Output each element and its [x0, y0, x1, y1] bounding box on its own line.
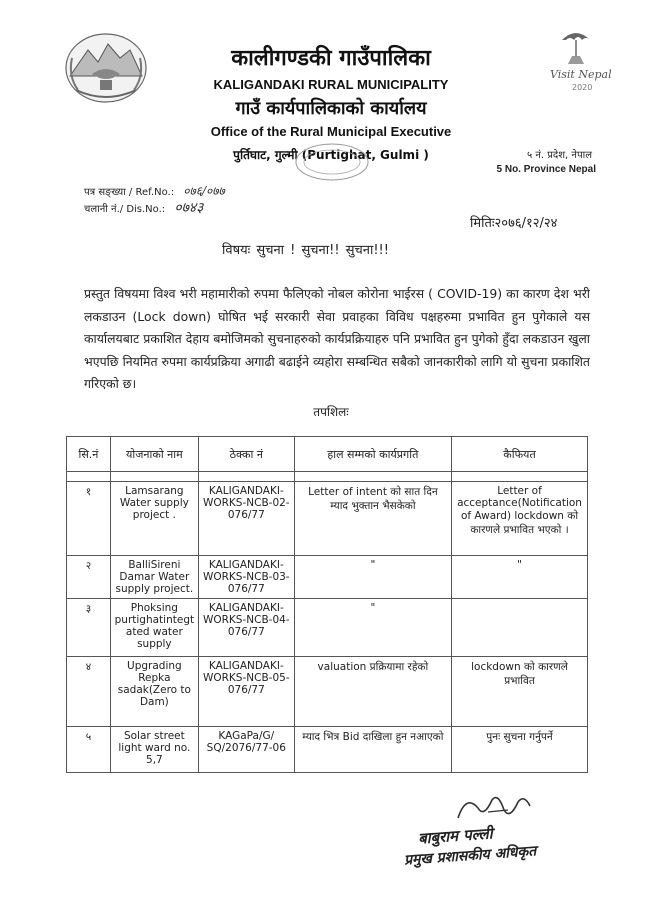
row-sn: २	[67, 556, 111, 599]
col-header-contract-no: ठेक्का नं	[198, 437, 294, 472]
row-sn: ४	[67, 657, 111, 727]
row-contract-no: KALIGANDAKI-WORKS-NCB-02-076/77	[198, 482, 294, 556]
row-contract-no: KALIGANDAKI-WORKS-NCB-03-076/77	[198, 556, 294, 599]
ref-number-row	[84, 182, 225, 199]
table-row	[67, 482, 588, 556]
row-progress: Letter of intent को सात दिन म्याद भुक्तान भैसकेको	[294, 482, 451, 556]
table-header-row	[67, 437, 588, 472]
project-status-table	[66, 436, 588, 773]
table-row	[67, 599, 588, 657]
table-row	[67, 657, 588, 727]
dispatch-number-label: चलानी नं./ Dis.No.:	[84, 204, 166, 215]
row-remarks: Letter of acceptance(Notification of Award) lockdown को कारणले प्रभावित भएको ।	[452, 482, 588, 556]
municipality-title-np: कालीगण्डकी गाउँपालिका	[231, 46, 431, 71]
row-sn: ३	[67, 599, 111, 657]
province-en: 5 No. Province Nepal	[496, 164, 596, 175]
row-contract-no: KAGaPa/G/ SQ/2076/77-06	[198, 727, 294, 773]
col-header-remarks: कैफियत	[452, 437, 588, 472]
col-header-progress: हाल सम्मको कार्यप्रगति	[294, 437, 451, 472]
row-sn: १	[67, 482, 111, 556]
dispatch-number-value: ०७४३	[174, 200, 204, 216]
col-header-sn: सि.नं	[67, 437, 111, 472]
municipality-title-en: KALIGANDAKI RURAL MUNICIPALITY	[213, 77, 449, 92]
details-heading: तपशिलः	[313, 405, 349, 419]
row-progress: "	[294, 599, 451, 657]
table-row	[67, 727, 588, 773]
notice-subject: विषयः सुचना ! सुचना!! सुचना!!!	[222, 243, 389, 258]
visit-logo-text: Visit Nepal	[550, 68, 612, 81]
ref-number-value: ०७६/०७७	[183, 184, 225, 198]
row-contract-no: KALIGANDAKI-WORKS-NCB-05-076/77	[198, 657, 294, 727]
office-address: पुर्तिघाट, गुल्मी (Purtighat, Gulmi )	[233, 148, 429, 162]
table-row	[67, 556, 588, 599]
row-project-name: BalliSireni Damar Water supply project.	[110, 556, 198, 599]
ref-number-label: पत्र सङ्ख्या / Ref.No.:	[84, 187, 175, 198]
signature-scribble-icon	[448, 790, 558, 830]
row-project-name: Lamsarang Water supply project .	[110, 482, 198, 556]
row-project-name: Solar street light ward no. 5,7	[110, 727, 198, 773]
province-np: ५ नं. प्रदेश, नेपाल	[526, 150, 592, 161]
row-progress: म्याद भित्र Bid दाखिला हुन नआएको	[294, 727, 451, 773]
row-remarks: "	[452, 556, 588, 599]
signatory-name: बाबुराम पल्ली	[417, 824, 494, 848]
visit-logo-year: 2020	[572, 83, 593, 92]
row-progress: valuation प्रक्रियामा रहेको	[294, 657, 451, 727]
row-sn: ५	[67, 727, 111, 773]
office-title-en: Office of the Rural Municipal Executive	[210, 124, 452, 139]
notice-body: प्रस्तुत विषयमा विश्व भरी महामारीको रुपमा फैलिएको नोबल कोरोना भाईरस ( COVID-19) का कारण देश भरी लकडाउन (Lock down) घोषित भई सरकारी सेवा प्रवाहका विविध पक्षहरुमा प्रभावित हुन पुगेकाले यस कार्यालयबाट प्रकाशित देहाय बमोजिमको सुचनाहरुको कार्यप्रक्रियाहरु पनि प्रभावित हुन पुगेको हुँदा लकडाउन खुला भएपछि नियमित रुपमा कार्यप्रक्रिया अगाढी बढाईने व्यहोरा सम्बन्धित सबैको जानकारीको लागि यो सुचना प्रकाशित गरिएको छ।	[84, 286, 590, 391]
signatory-title: प्रमुख प्रशासकीय अधिकृत	[403, 843, 537, 869]
row-project-name: Upgrading Repka sadak(Zero to Dam)	[110, 657, 198, 727]
row-project-name: Phoksing purtighatintegt ated water supply	[110, 599, 198, 657]
row-remarks	[452, 599, 588, 657]
office-stamp-icon	[292, 140, 372, 184]
row-remarks: पुनः सुचना गर्नुपर्ने	[452, 727, 588, 773]
dispatch-number-row	[84, 198, 203, 217]
row-remarks: lockdown को कारणले प्रभावित	[452, 657, 588, 727]
row-progress: "	[294, 556, 451, 599]
row-contract-no: KALIGANDAKI-WORKS-NCB-04-076/77	[198, 599, 294, 657]
table-spacer-row	[67, 472, 588, 482]
col-header-project-name: योजनाको नाम	[110, 437, 198, 472]
notice-date: मितिः२०७६/१२/२४	[470, 216, 558, 231]
office-title-np: गाउँ कार्यपालिकाको कार्यालय	[235, 98, 427, 119]
